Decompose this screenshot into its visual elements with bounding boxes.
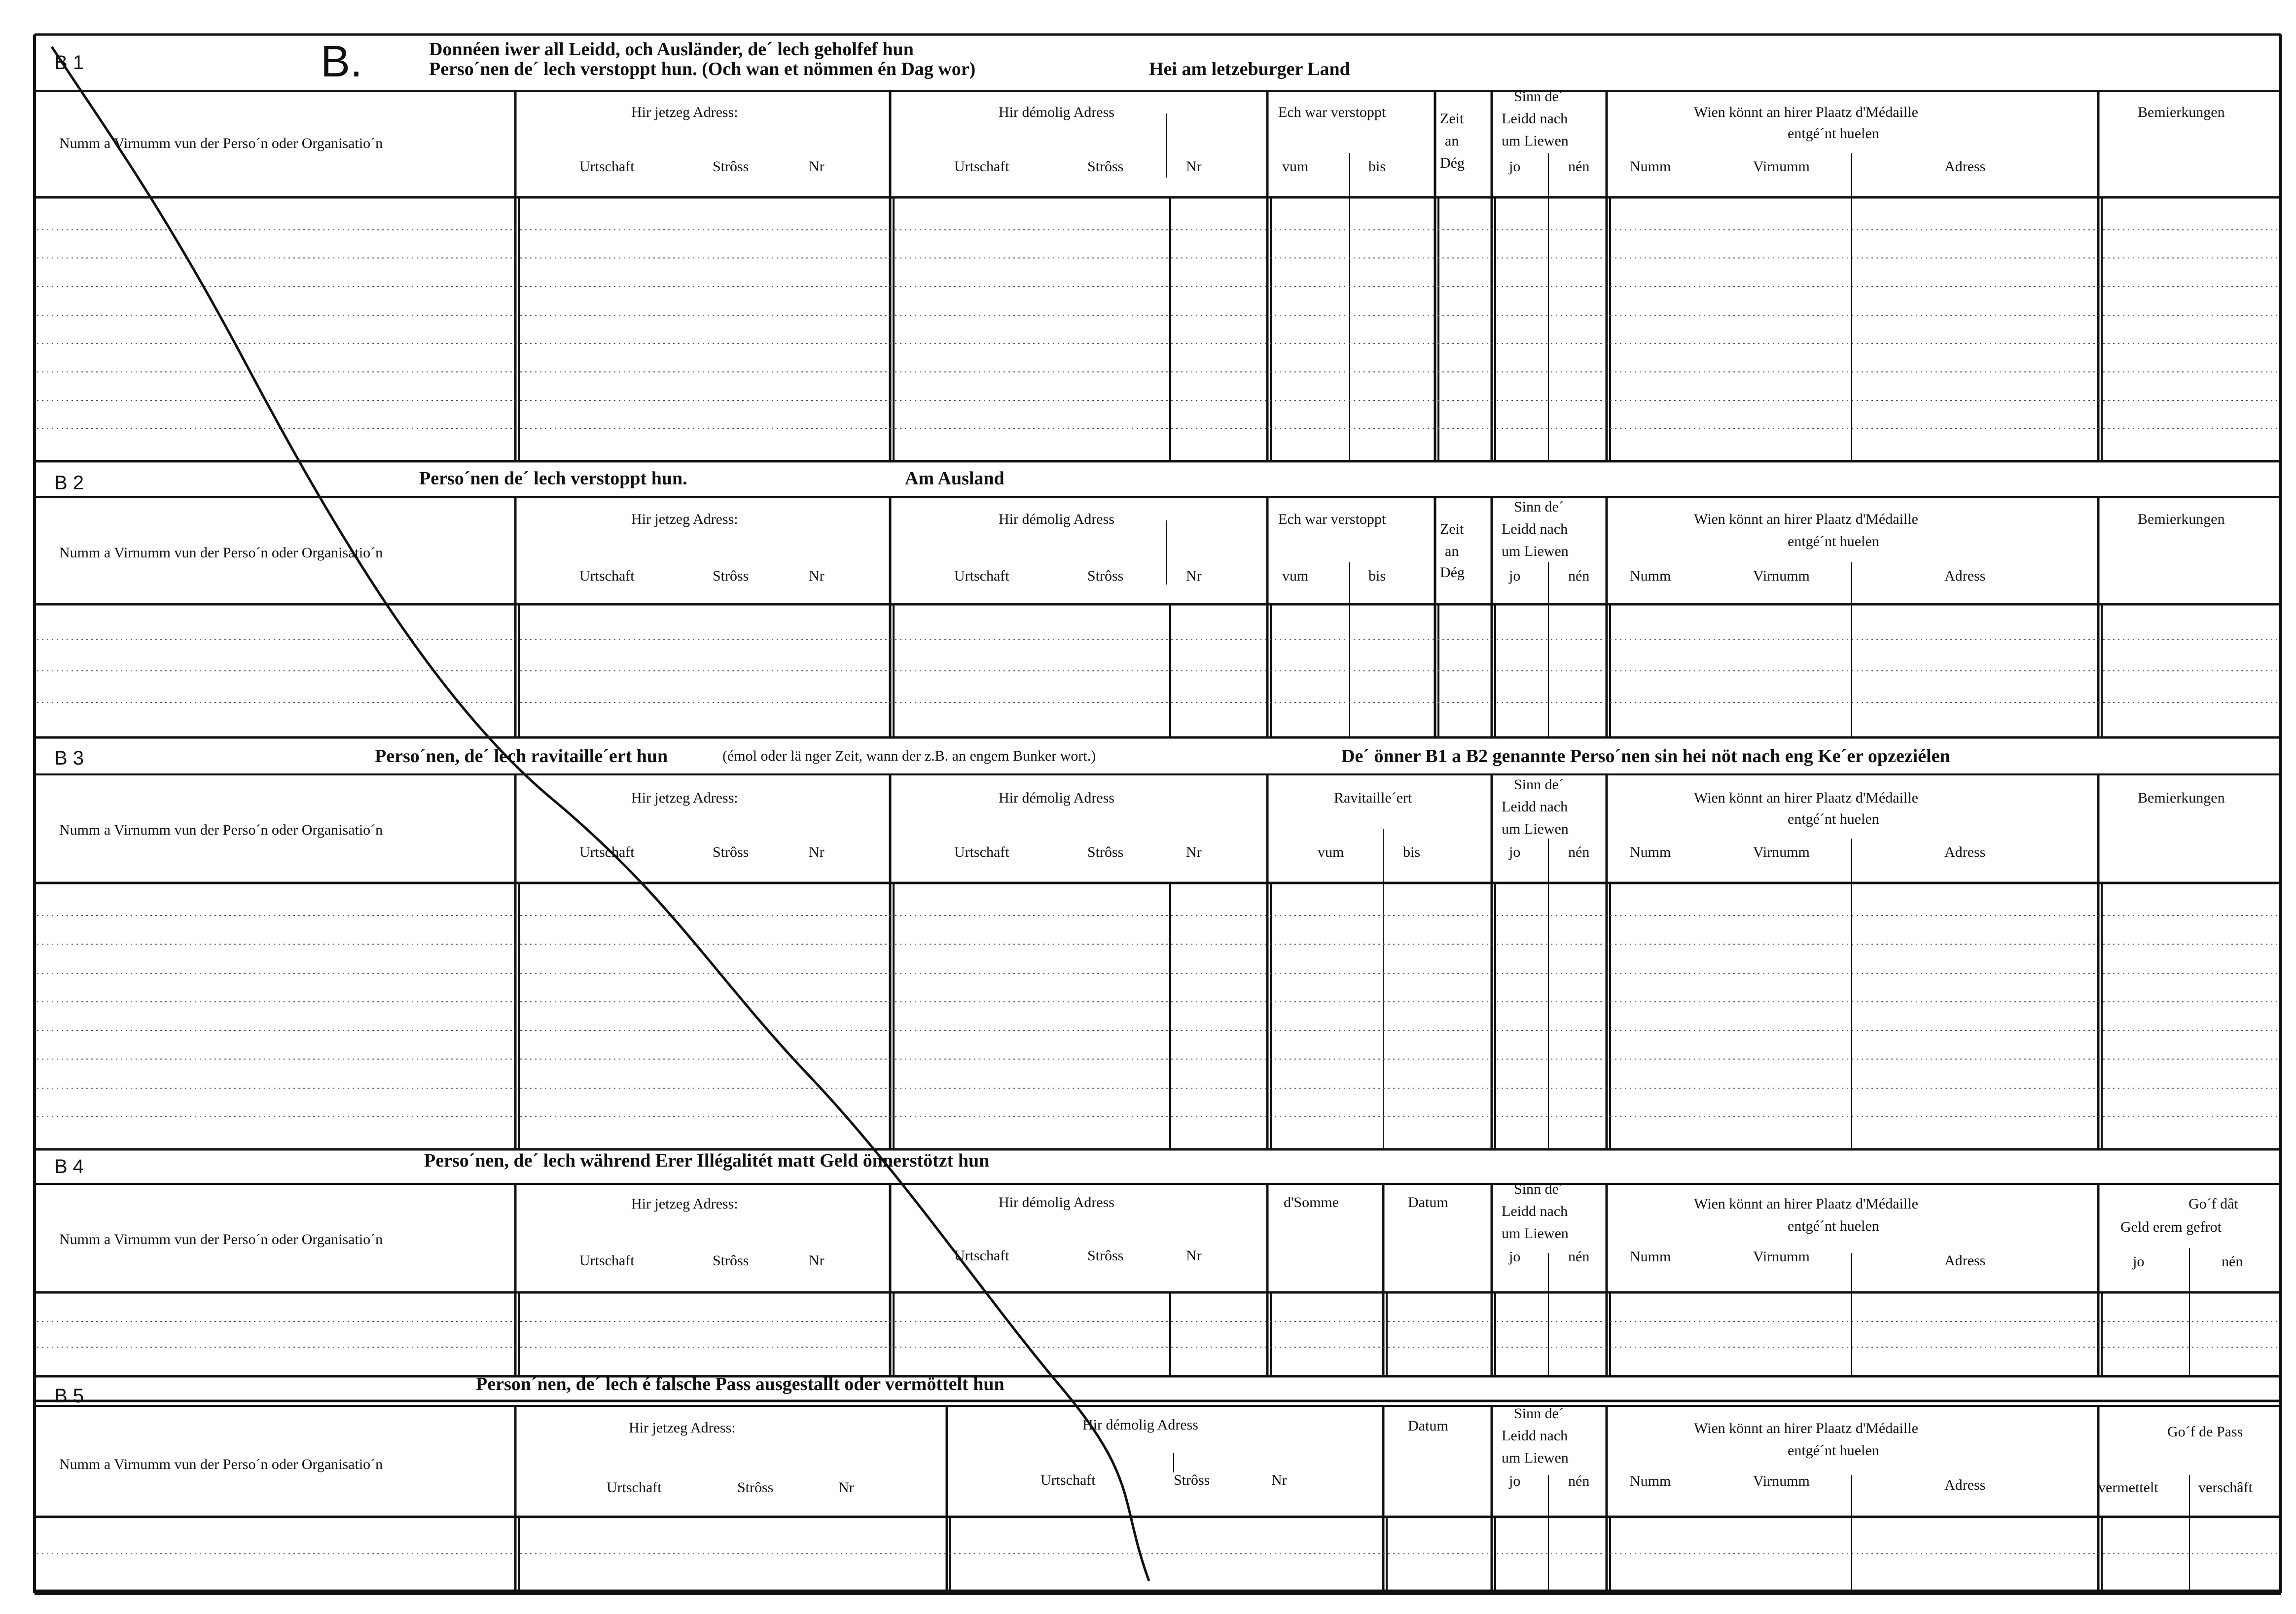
b4-former-address-label: Hir démolig Adress xyxy=(999,1194,1114,1210)
b2-medal-label-1: Wien könnt an hirer Plaatz d'Médaille xyxy=(1694,511,1918,527)
b1-former-town: Urtschaft xyxy=(954,158,1009,175)
b1-person-col-label: Numm a Virnumm vun der Perso´n oder Organisatio´n xyxy=(59,135,383,151)
b1-hidden-label: Ech war verstoppt xyxy=(1278,104,1386,120)
b4-yes-label: jo xyxy=(1509,1248,1521,1265)
b3-medal-label-1: Wien könnt an hirer Plaatz d'Médaille xyxy=(1694,790,1918,806)
b3-former-address-label: Hir démolig Adress xyxy=(999,790,1114,806)
b4-current-number: Nr xyxy=(809,1252,825,1269)
b5-made-label: verschâft xyxy=(2198,1479,2253,1496)
b5-mediated-label: vermettelt xyxy=(2098,1479,2158,1496)
b4-firstname-label: Virnumm xyxy=(1753,1248,1810,1265)
b2-former-town: Urtschaft xyxy=(954,568,1009,584)
b4-money-label-2: Geld erem gefrot xyxy=(2120,1219,2222,1235)
b3-address-label: Adress xyxy=(1944,844,1986,860)
b2-current-town: Urtschaft xyxy=(579,568,635,584)
b1-medal-label-1: Wien könnt an hirer Plaatz d'Médaille xyxy=(1694,104,1918,120)
b5-current-town: Urtschaft xyxy=(607,1479,662,1496)
b1-former-street: Strôss xyxy=(1087,158,1124,175)
b2-current-street: Strôss xyxy=(713,568,749,584)
b4-alive-label-1: Sinn de´ xyxy=(1514,1181,1564,1197)
section-b5-id: B 5 xyxy=(54,1385,84,1407)
b3-yes-label: jo xyxy=(1509,844,1521,860)
b3-current-number: Nr xyxy=(809,844,825,860)
b1-remarks-label: Bemierkungen xyxy=(2138,104,2225,120)
b2-time-label-1: Zeit xyxy=(1440,521,1464,537)
b2-no-label: nén xyxy=(1568,568,1590,584)
b5-former-street: Strôss xyxy=(1174,1472,1210,1488)
b2-current-address-label: Hir jetzeg Adress: xyxy=(631,511,738,527)
b3-alive-label-1: Sinn de´ xyxy=(1514,776,1564,793)
b2-alive-label-3: um Liewen xyxy=(1502,543,1569,559)
b5-alive-label-2: Leidd nach xyxy=(1502,1428,1568,1444)
b2-from-label: vum xyxy=(1282,568,1309,584)
b3-to-label: bis xyxy=(1403,844,1421,860)
b2-person-col-label: Numm a Virnumm vun der Perso´n oder Organisatio´n xyxy=(59,545,383,561)
b2-address-label: Adress xyxy=(1944,568,1986,584)
b5-alive-label-1: Sinn de´ xyxy=(1514,1405,1564,1422)
b1-current-number: Nr xyxy=(809,158,825,175)
b4-money-label-1: Go´f dât xyxy=(2188,1196,2238,1212)
b1-former-number: Nr xyxy=(1186,158,1202,175)
b4-surname-label: Numm xyxy=(1630,1248,1671,1265)
b5-no-label: nén xyxy=(1568,1473,1590,1489)
b4-former-town: Urtschaft xyxy=(954,1247,1009,1264)
b2-medal-label-2: entgé´nt huelen xyxy=(1788,533,1879,550)
b4-no-label: nén xyxy=(1568,1248,1590,1265)
b1-firstname-label: Virnumm xyxy=(1753,158,1810,175)
b4-no-label-money: nén xyxy=(2222,1253,2243,1270)
b4-current-address-label: Hir jetzeg Adress: xyxy=(631,1196,738,1212)
b4-yes-label-money: jo xyxy=(2133,1253,2145,1270)
b2-time-label-3: Dég xyxy=(1440,564,1465,581)
b2-hidden-label: Ech war verstoppt xyxy=(1278,511,1386,527)
b2-firstname-label: Virnumm xyxy=(1753,568,1810,584)
b3-current-address-label: Hir jetzeg Adress: xyxy=(631,790,738,806)
b3-remarks-label: Bemierkungen xyxy=(2138,790,2225,806)
b5-medal-label-2: entgé´nt huelen xyxy=(1788,1442,1879,1459)
b3-person-col-label: Numm a Virnumm vun der Perso´n oder Organisatio´n xyxy=(59,822,383,838)
b1-no-label: nén xyxy=(1568,158,1590,175)
b2-current-number: Nr xyxy=(809,568,825,584)
b1-time-label-2: an xyxy=(1445,133,1459,149)
b3-alive-label-2: Leidd nach xyxy=(1502,799,1568,815)
b2-to-label: bis xyxy=(1368,568,1386,584)
b5-current-street: Strôss xyxy=(737,1479,774,1496)
b2-surname-label: Numm xyxy=(1630,568,1671,584)
b3-surname-label: Numm xyxy=(1630,844,1671,860)
b3-alive-label-3: um Liewen xyxy=(1502,821,1569,837)
b4-current-street: Strôss xyxy=(713,1252,749,1269)
b2-time-label-2: an xyxy=(1445,543,1459,559)
b1-to-label: bis xyxy=(1368,158,1386,175)
form-letter: B. xyxy=(321,37,363,86)
b2-former-address-label: Hir démolig Adress xyxy=(999,511,1114,527)
section-b4-title: Perso´nen, de´ lech während Erer Illégalitét matt Geld önnerstötzt hun xyxy=(424,1150,990,1171)
b3-medal-label-2: entgé´nt huelen xyxy=(1788,811,1879,827)
b1-alive-label-1: Sinn de´ xyxy=(1514,88,1564,105)
b1-alive-label-2: Leidd nach xyxy=(1502,110,1568,127)
b5-current-number: Nr xyxy=(838,1479,854,1496)
b3-no-label: nén xyxy=(1568,844,1590,860)
b4-current-town: Urtschaft xyxy=(579,1252,635,1269)
b5-yes-label: jo xyxy=(1509,1473,1521,1489)
b3-former-number: Nr xyxy=(1186,844,1202,860)
b5-former-town: Urtschaft xyxy=(1040,1472,1096,1488)
b5-address-label: Adress xyxy=(1944,1477,1986,1493)
b3-supplied-label: Ravitaille´ert xyxy=(1334,790,1412,806)
b4-medal-label-1: Wien könnt an hirer Plaatz d'Médaille xyxy=(1694,1196,1918,1212)
section-b1-id: B 1 xyxy=(54,52,84,73)
b3-current-town: Urtschaft xyxy=(579,844,635,860)
b4-former-number: Nr xyxy=(1186,1247,1202,1264)
b3-from-label: vum xyxy=(1318,844,1344,860)
b1-yes-label: jo xyxy=(1509,158,1521,175)
b1-medal-label-2: entgé´nt huelen xyxy=(1788,125,1879,142)
b3-firstname-label: Virnumm xyxy=(1753,844,1810,860)
b5-medal-label-1: Wien könnt an hirer Plaatz d'Médaille xyxy=(1694,1420,1918,1436)
title-line-1: Donnéen iwer all Leidd, och Ausländer, de´ lech geholfef hun xyxy=(429,39,914,60)
b5-firstname-label: Virnumm xyxy=(1753,1473,1810,1489)
b4-person-col-label: Numm a Virnumm vun der Perso´n oder Organisatio´n xyxy=(59,1231,383,1247)
b5-former-address-label: Hir démolig Adress xyxy=(1082,1417,1198,1433)
b5-person-col-label: Numm a Virnumm vun der Perso´n oder Organisatio´n xyxy=(59,1456,383,1472)
b4-sum-label: d'Somme xyxy=(1284,1194,1339,1210)
b1-alive-label-3: um Liewen xyxy=(1502,133,1569,149)
b5-pass-label: Go´f de Pass xyxy=(2167,1424,2243,1440)
b3-former-town: Urtschaft xyxy=(954,844,1009,860)
section-b4-id: B 4 xyxy=(54,1156,84,1177)
b3-current-street: Strôss xyxy=(713,844,749,860)
b5-surname-label: Numm xyxy=(1630,1473,1671,1489)
section-b3-extra: De´ önner B1 a B2 genannte Perso´nen sin hei nöt nach eng Ke´er opzeziélen xyxy=(1341,746,1950,767)
b1-former-address-label: Hir démolig Adress xyxy=(999,104,1114,120)
b4-alive-label-3: um Liewen xyxy=(1502,1225,1569,1242)
b1-current-address-label: Hir jetzeg Adress: xyxy=(631,104,738,120)
b1-address-label: Adress xyxy=(1944,158,1986,175)
section-b5-title: Person´nen, de´ lech é falsche Pass ausgestallt oder vermöttelt hun xyxy=(476,1374,1004,1394)
b1-current-street: Strôss xyxy=(713,158,749,175)
b4-medal-label-2: entgé´nt huelen xyxy=(1788,1218,1879,1234)
b2-alive-label-2: Leidd nach xyxy=(1502,521,1568,537)
section-b2-id: B 2 xyxy=(54,472,84,494)
b4-alive-label-2: Leidd nach xyxy=(1502,1203,1568,1219)
b1-current-town: Urtschaft xyxy=(579,158,635,175)
b1-time-label-3: Dég xyxy=(1440,155,1465,171)
b5-date-label: Datum xyxy=(1408,1418,1448,1434)
b4-address-label: Adress xyxy=(1944,1252,1986,1269)
cross-out-stroke xyxy=(52,47,1149,1581)
section-b2-title: Perso´nen de´ lech verstoppt hun. xyxy=(419,468,687,489)
section-b2-location: Am Ausland xyxy=(905,468,1004,489)
b1-from-label: vum xyxy=(1282,158,1309,175)
title-line-2: Perso´nen de´ lech verstoppt hun. (Och wan et nömmen én Dag wor) xyxy=(429,59,976,79)
section-b3-id: B 3 xyxy=(54,747,84,769)
b2-former-street: Strôss xyxy=(1087,568,1124,584)
b2-alive-label-1: Sinn de´ xyxy=(1514,499,1564,515)
b1-time-label-1: Zeit xyxy=(1440,110,1464,127)
section-b3-note: (émol oder lä nger Zeit, wann der z.B. an engem Bunker wort.) xyxy=(722,748,1096,764)
title-location: Hei am letzeburger Land xyxy=(1149,59,1350,79)
b4-former-street: Strôss xyxy=(1087,1247,1124,1264)
b1-surname-label: Numm xyxy=(1630,158,1671,175)
b5-alive-label-3: um Liewen xyxy=(1502,1450,1569,1466)
section-b3-title: Perso´nen, de´ lech ravitaille´ert hun xyxy=(375,746,668,767)
form-grid-lines xyxy=(35,35,2281,1593)
b2-former-number: Nr xyxy=(1186,568,1202,584)
b4-date-label: Datum xyxy=(1408,1194,1448,1210)
b5-current-address-label: Hir jetzeg Adress: xyxy=(629,1420,736,1436)
b2-remarks-label: Bemierkungen xyxy=(2138,511,2225,527)
b3-former-street: Strôss xyxy=(1087,844,1124,860)
b2-yes-label: jo xyxy=(1509,568,1521,584)
b5-former-number: Nr xyxy=(1271,1472,1287,1488)
